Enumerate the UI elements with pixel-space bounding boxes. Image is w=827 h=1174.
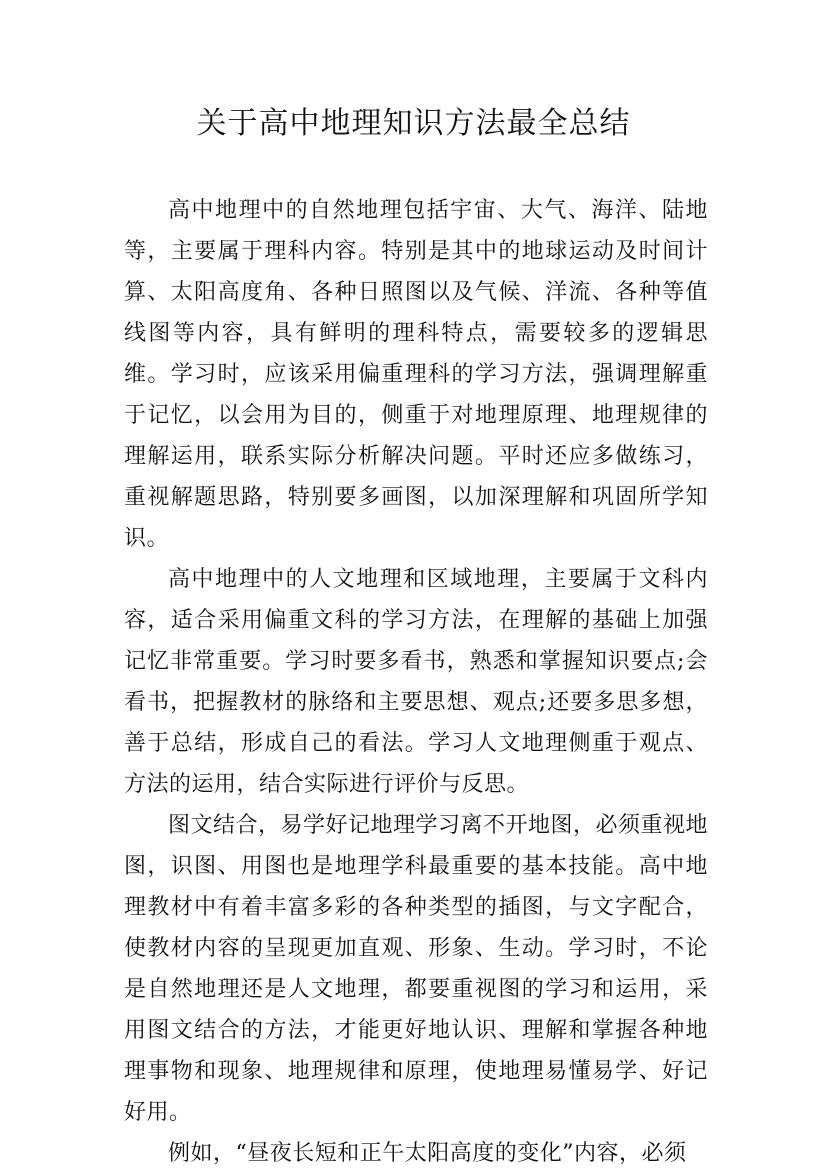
paragraph-human-geography: 高中地理中的人文地理和区域地理，主要属于文科内容，适合采用偏重文科的学习方法，在理解的基础上加强记忆非常重要。学习时要多看书，熟悉和掌握知识要点;会看书，把握教材的脉络和主要思想、观点;还要多思多想，善于总结，形成自己的看法。学习人文地理侧重于观点、方法的运用，结合实际进行评价与反思。 [124, 567, 708, 797]
document-title: 关于高中地理知识方法最全总结 [196, 106, 631, 141]
document-body [124, 190, 708, 1174]
paragraph-example: 例如，“昼夜长短和正午太阳高度的变化”内容，必须 [168, 1141, 687, 1166]
paragraph-map-text-combination: 图文结合，易学好记地理学习离不开地图，必须重视地图，识图、用图也是地理学科最重要的基本技能。高中地理教材中有着丰富多彩的各种类型的插图，与文字配合，使教材内容的呈现更加直观、形象、生动。学习时，不论是自然地理还是人文地理，都要重视图的学习和运用，采用图文结合的方法，才能更好地认识、理解和掌握各种地理事物和现象、地理规律和原理，使地理易懂易学、好记好用。 [124, 813, 709, 1125]
paragraph-natural-geography: 高中地理中的自然地理包括宇宙、大气、海洋、陆地等，主要属于理科内容。特别是其中的地球运动及时间计算、太阳高度角、各种日照图以及气候、洋流、各种等值线图等内容，具有鲜明的理科特点，需要较多的逻辑思维。学习时，应该采用偏重理科的学习方法，强调理解重于记忆，以会用为目的，侧重于对地理原理、地理规律的理解运用，联系实际分析解决问题。平时还应多做练习，重视解题思路，特别要多画图，以加深理解和巩固所学知识。 [124, 198, 708, 551]
